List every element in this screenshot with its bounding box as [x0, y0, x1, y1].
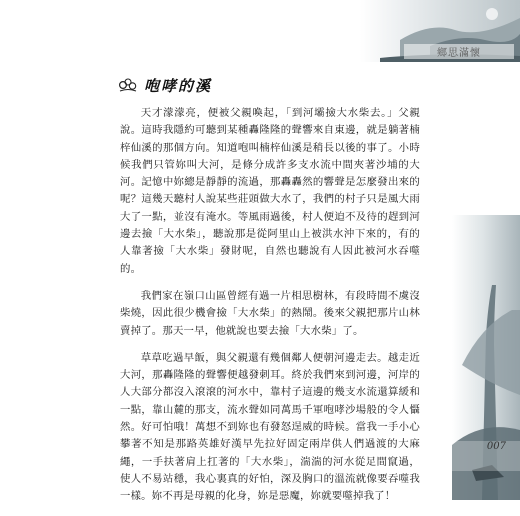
article-title-text: 咆哮的溪 [144, 76, 213, 95]
running-head: 鄉思滿懷 [404, 44, 514, 59]
article-body [120, 105, 420, 516]
floral-ornament-icon [118, 77, 138, 93]
page-number: 007 [486, 441, 506, 452]
paragraph: 天才濛濛亮，便被父親喚起，「到河壩撿大水柴去。」父親說。這時我隱約可聽到某種轟隆隆的聲響來自東邊，就是躺著楠梓仙溪的那個方向。知道咆叫楠梓仙溪是稍長以後的事了。小時候我們只管妳叫大河，是條分成許多支水流中間夾著沙埔的大河。記憶中妳總是靜靜的流過，那轟轟然的響聲是怎麼發出來的呢？這幾天聽村人說某些莊頭做大水了，我們的村子只是風大雨大了一點，並沒有淹水。等風雨過後，村人便迫不及待的趕到河邊去撿「大水柴」，聽說那是從阿里山上被洪水沖下來的，有的人靠著撿「大水柴」發財呢，自然也聽說有人因此被河水吞噬的。 [120, 107, 420, 275]
article-title [118, 74, 212, 96]
paragraph: 我們家在嶺口山區曾經有過一片相思樹林，有段時間不虞沒柴燒，因此很少機會撿「大水柴」的熱鬧。後來父親把那片山林賣掉了。那天一早，他就說也要去撿「大水柴」了。 [120, 289, 420, 337]
paragraph: 草草吃過早飯，與父親還有幾個鄰人便朝河邊走去。越走近大河，那轟隆隆的聲響便越發刺耳。終於我們來到河邊，河岸的人大部分都沒入滾滾的河水中，靠村子這邊的幾支水流還算緩和一點，靠山麓的那支，流水聲如同萬馬千軍咆哮沙場般的令人懾然。好可怕哦！萬想不到妳也有發怒逞威的時候。當我一手小心攀著不知是那路英雄好漢早先拉好固定兩岸供人們過渡的大麻繩，一手扶著肩上扛著的「大水柴」，湍湍的河水從足間竄過，使人不易站穩，我心裏真的好怕，深及胸口的溫流就像要吞噬我一樣。妳不再是母親的化身，妳是惡魔，妳就要噬掉我了！ [120, 351, 420, 503]
side-ink-painting-illustration [452, 215, 520, 500]
